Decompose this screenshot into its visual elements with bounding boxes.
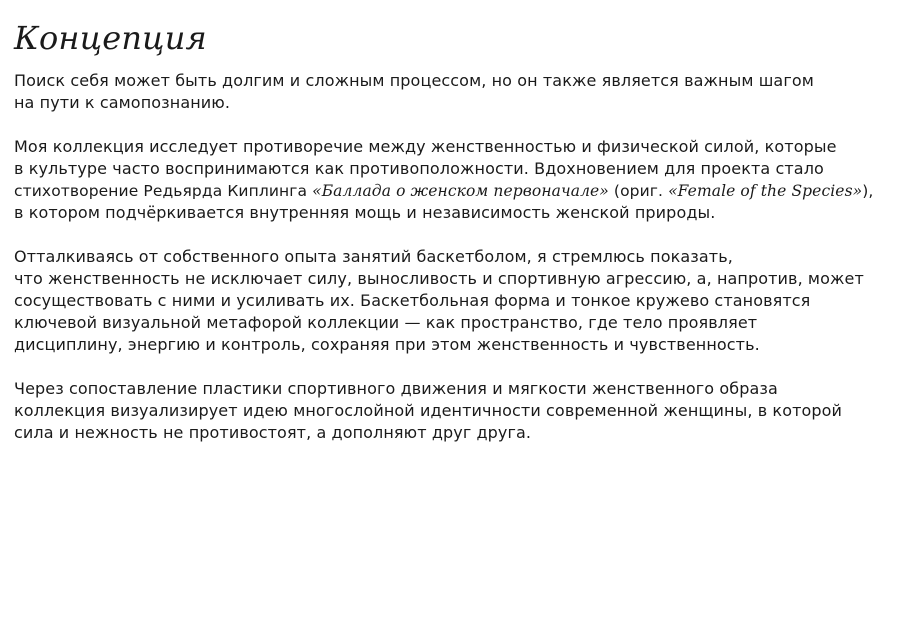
text-fragment: ), (862, 182, 874, 200)
text-line: на пути к самопознанию. (14, 93, 231, 112)
text-fragment: стихотворение Редьярда Киплинга (14, 182, 313, 200)
poem-title-russian: «Баллада о женском первоначале» (312, 182, 609, 200)
text-line: Моя коллекция исследует противоречие между женственностью и физической силой, которые (14, 137, 837, 156)
paragraph-conclusion (14, 378, 886, 444)
page-title: Концепция (14, 19, 207, 57)
text-line: Поиск себя может быть долгим и сложным процессом, но он также является важным шагом (14, 71, 814, 90)
text-line: сила и нежность не противостоят, а дополняют друг друга. (14, 423, 532, 442)
poem-title-original: «Female of the Species» (668, 182, 863, 200)
text-line: в котором подчёркивается внутренняя мощь и независимость женской природы. (14, 203, 716, 222)
text-line: Через сопоставление пластики спортивного движения и мягкости женственного образа (14, 379, 778, 398)
concept-page (14, 18, 886, 466)
paragraph-collection (14, 136, 886, 224)
text-line: дисциплину, энергию и контроль, сохраняя при этом женственность и чувственность. (14, 335, 760, 354)
text-fragment: (ориг. (608, 182, 669, 200)
text-line: ключевой визуальной метафорой коллекции — как пространство, где тело проявляет (14, 313, 758, 332)
paragraph-basketball (14, 246, 886, 356)
text-line: коллекция визуализирует идею многослойной идентичности современной женщины, в которой (14, 401, 843, 420)
text-line: Отталкиваясь от собственного опыта занятий баскетболом, я стремлюсь показать, (14, 247, 733, 266)
paragraph-intro (14, 70, 886, 114)
text-line-with-titles (14, 180, 886, 202)
text-line: сосуществовать с ними и усиливать их. Баскетбольная форма и тонкое кружево становятся (14, 291, 811, 310)
text-line: в культуре часто воспринимаются как противоположности. Вдохновением для проекта стало (14, 159, 824, 178)
text-line: что женственность не исключает силу, выносливость и спортивную агрессию, а, напротив, может (14, 269, 864, 288)
